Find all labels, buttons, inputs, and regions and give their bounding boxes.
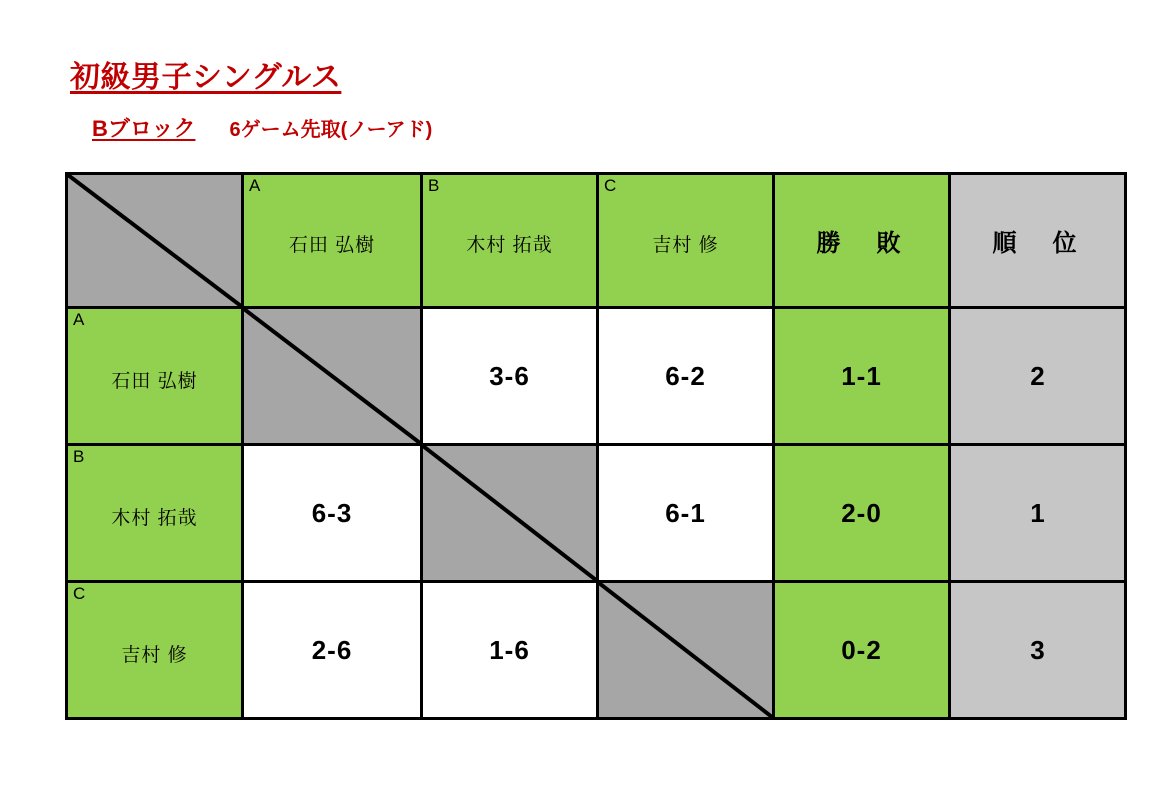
rank-text: 2 bbox=[1030, 360, 1045, 391]
score-text: 6-2 bbox=[665, 360, 706, 391]
score-text: 6-3 bbox=[311, 497, 353, 528]
player-name: 石田 弘樹 bbox=[288, 235, 376, 256]
row-header-player-c bbox=[67, 582, 243, 719]
player-letter: B bbox=[73, 447, 85, 466]
score-text: 1-6 bbox=[489, 634, 530, 665]
table-row bbox=[67, 308, 1126, 445]
diagonal-line-icon bbox=[68, 175, 241, 306]
row-header-player-b bbox=[67, 445, 243, 582]
player-letter: A bbox=[249, 176, 261, 195]
score-cell-b-a bbox=[243, 445, 422, 582]
table-row bbox=[67, 445, 1126, 582]
self-cell-b-b bbox=[422, 445, 598, 582]
player-letter: C bbox=[73, 584, 86, 603]
record-text: 0-2 bbox=[841, 634, 882, 665]
column-header-rank bbox=[950, 174, 1126, 308]
player-letter: C bbox=[604, 176, 617, 195]
rank-cell-a bbox=[950, 308, 1126, 445]
rank-cell-b bbox=[950, 445, 1126, 582]
match-rule-label: 6ゲーム先取(ノーアド) bbox=[229, 119, 433, 141]
column-header-player-a bbox=[243, 174, 422, 308]
table-row bbox=[67, 582, 1126, 719]
rank-text: 3 bbox=[1030, 634, 1045, 665]
player-name: 木村 拓哉 bbox=[111, 507, 198, 529]
player-letter: B bbox=[428, 176, 440, 195]
record-cell-b bbox=[774, 445, 950, 582]
rank-cell-c bbox=[950, 582, 1126, 719]
corner-cell bbox=[67, 174, 243, 308]
score-text: 3-6 bbox=[489, 360, 530, 391]
score-text: 2-6 bbox=[311, 634, 353, 665]
score-text: 6-1 bbox=[665, 497, 706, 528]
record-text: 2-0 bbox=[841, 497, 882, 528]
rank-text: 1 bbox=[1030, 497, 1045, 528]
player-name: 木村 拓哉 bbox=[466, 235, 553, 256]
score-cell-b-c bbox=[598, 445, 774, 582]
self-cell-a-a bbox=[243, 308, 422, 445]
player-letter: A bbox=[73, 310, 85, 329]
record-text: 1-1 bbox=[841, 360, 882, 391]
record-cell-c bbox=[774, 582, 950, 719]
column-header-record bbox=[774, 174, 950, 308]
subtitle bbox=[92, 112, 432, 143]
diagonal-line-icon bbox=[599, 583, 772, 717]
page-title: 初級男子シングルス bbox=[70, 61, 342, 94]
diagonal-line-icon bbox=[244, 309, 420, 443]
diagonal-line-icon bbox=[423, 446, 596, 580]
score-cell-c-b bbox=[422, 582, 598, 719]
self-cell-c-c bbox=[598, 582, 774, 719]
score-cell-c-a bbox=[243, 582, 422, 719]
player-name: 石田 弘樹 bbox=[111, 370, 198, 392]
row-header-player-a bbox=[67, 308, 243, 445]
player-name: 吉村 修 bbox=[121, 644, 188, 666]
block-label: Bブロック bbox=[92, 116, 196, 141]
table-header-row bbox=[67, 174, 1126, 308]
column-header-player-c bbox=[598, 174, 774, 308]
rank-header-label: 順 位 bbox=[992, 230, 1083, 257]
column-header-player-b bbox=[422, 174, 598, 308]
round-robin-table bbox=[65, 172, 1127, 720]
record-cell-a bbox=[774, 308, 950, 445]
player-name: 吉村 修 bbox=[652, 235, 719, 256]
score-cell-a-c bbox=[598, 308, 774, 445]
record-header-label: 勝 敗 bbox=[816, 230, 907, 257]
score-cell-a-b bbox=[422, 308, 598, 445]
